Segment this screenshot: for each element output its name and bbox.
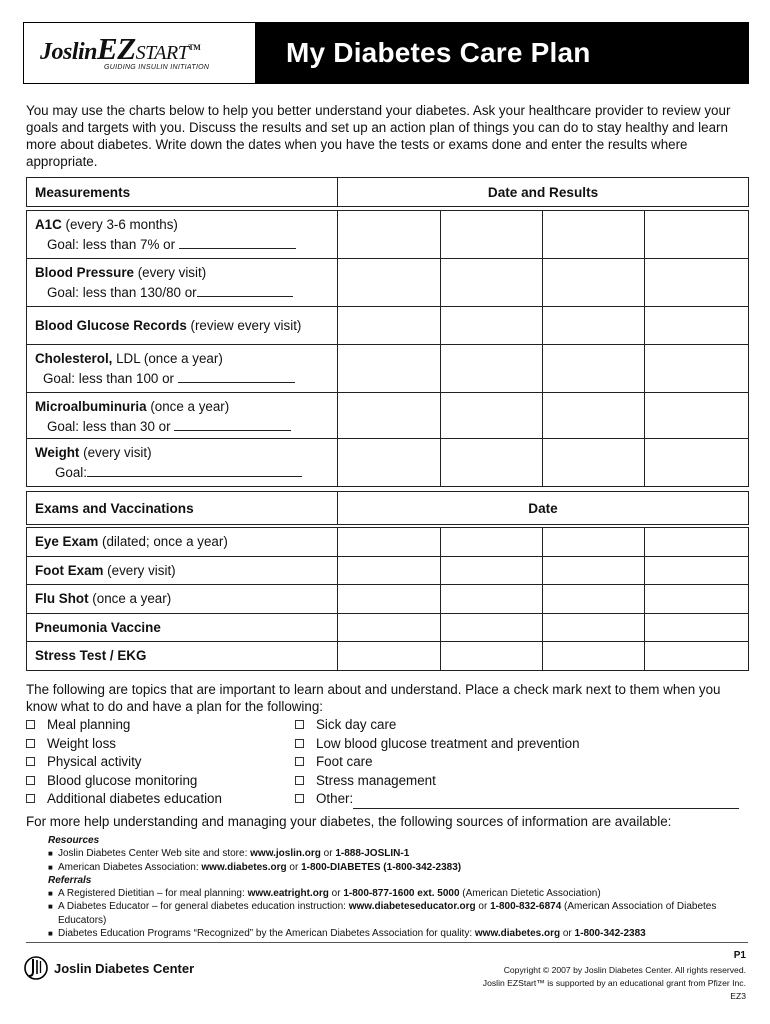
date-cell[interactable]	[543, 528, 645, 557]
result-cell[interactable]	[645, 439, 749, 487]
topic-blood-glucose-monitoring[interactable]: Blood glucose monitoring	[26, 772, 197, 791]
cholesterol-goal-field[interactable]	[178, 371, 295, 383]
topic-meal-planning[interactable]: Meal planning	[26, 716, 130, 735]
exams-table	[26, 491, 749, 671]
blood-pressure-goal-field[interactable]	[197, 285, 293, 297]
topic-weight-loss[interactable]: Weight loss	[26, 735, 116, 754]
measurements-table	[26, 177, 749, 487]
date-cell[interactable]	[543, 614, 645, 642]
joslin-ezstart-logo	[24, 23, 256, 83]
support-text: Joslin EZStart™ is supported by an educational grant from Pfizer Inc.	[482, 978, 746, 988]
topic-other[interactable]: Other:	[295, 790, 739, 809]
other-topic-field[interactable]	[353, 796, 739, 809]
result-cell[interactable]	[441, 211, 543, 259]
referral-programs: ■ Diabetes Education Programs “Recognized” by the American Diabetes Association for quality: www.diabetes.org or 1-800-342-2383	[48, 927, 748, 940]
table-row	[27, 614, 749, 642]
exams-header-row	[27, 492, 749, 525]
measurements-header-row	[27, 178, 749, 207]
topics-intro: The following are topics that are important to learn about and understand. Place a check mark next to them when you know what to do and have a plan for the following:	[26, 682, 721, 714]
diabeteseducator-link[interactable]: www.diabeteseducator.org	[348, 901, 476, 913]
result-cell[interactable]	[543, 345, 645, 393]
date-cell[interactable]	[645, 614, 749, 642]
exam-stress-test: Stress Test / EKG	[27, 642, 338, 671]
resources-heading: Resources	[48, 835, 100, 846]
page-header	[23, 22, 749, 84]
table-row	[27, 211, 749, 259]
date-results-header: Date and Results	[338, 178, 749, 207]
exams-header: Exams and Vaccinations	[27, 492, 338, 525]
measurement-cholesterol: Cholesterol, LDL (once a year) Goal: less than 100 or	[27, 345, 338, 393]
resources-list	[48, 834, 748, 940]
date-cell[interactable]	[338, 585, 441, 614]
table-row	[27, 393, 749, 439]
diabetes-org-link[interactable]: www.diabetes.org	[201, 861, 287, 873]
measurement-blood-pressure: Blood Pressure (every visit) Goal: less than 130/80 or	[27, 259, 338, 307]
result-cell[interactable]	[441, 259, 543, 307]
result-cell[interactable]	[543, 393, 645, 439]
eatright-link[interactable]: www.eatright.org	[247, 888, 329, 900]
logo-tm: TM	[188, 43, 201, 52]
copyright-block	[483, 964, 746, 1003]
topic-sick-day-care[interactable]: Sick day care	[295, 716, 396, 735]
page-number: P1	[733, 950, 746, 961]
result-cell[interactable]	[338, 211, 441, 259]
topic-foot-care[interactable]: Foot care	[295, 753, 373, 772]
date-cell[interactable]	[645, 528, 749, 557]
result-cell[interactable]	[338, 307, 441, 345]
more-help-text: For more help understanding and managing your diabetes, the following sources of information are available:	[26, 814, 672, 829]
weight-goal-field[interactable]	[87, 465, 302, 477]
measurement-blood-glucose: Blood Glucose Records (review every visit)	[27, 307, 338, 345]
copyright-text: Copyright © 2007 by Joslin Diabetes Center. All rights reserved.	[503, 965, 746, 975]
result-cell[interactable]	[441, 393, 543, 439]
date-cell[interactable]	[441, 614, 543, 642]
a1c-goal-field[interactable]	[179, 237, 296, 249]
result-cell[interactable]	[441, 345, 543, 393]
checkbox[interactable]	[295, 739, 304, 748]
exam-eye: Eye Exam (dilated; once a year)	[27, 528, 338, 557]
result-cell[interactable]	[645, 345, 749, 393]
form-code: EZ3	[730, 991, 746, 1001]
checkbox[interactable]	[26, 776, 35, 785]
referrals-heading: Referrals	[48, 874, 92, 886]
date-cell[interactable]	[338, 528, 441, 557]
table-row	[27, 439, 749, 487]
date-cell[interactable]	[441, 642, 543, 671]
checkbox[interactable]	[26, 794, 35, 803]
table-row	[27, 345, 749, 393]
date-cell[interactable]	[543, 642, 645, 671]
checkbox[interactable]	[26, 739, 35, 748]
date-cell[interactable]	[441, 557, 543, 585]
result-cell[interactable]	[338, 439, 441, 487]
checkbox[interactable]	[295, 720, 304, 729]
date-header: Date	[338, 492, 749, 525]
measurements-header: Measurements	[27, 178, 338, 207]
exam-foot: Foot Exam (every visit)	[27, 557, 338, 585]
measurement-microalbuminuria: Microalbuminuria (once a year) Goal: less than 30 or	[27, 393, 338, 439]
logo-joslin-text: Joslin	[40, 39, 98, 65]
result-cell[interactable]	[645, 393, 749, 439]
title-banner	[256, 23, 748, 83]
footer-org-name: Joslin Diabetes Center	[54, 960, 195, 976]
joslin-footer-logo	[24, 955, 194, 981]
intro-paragraph: You may use the charts below to help you better understand your diabetes. Ask your healthcare provider to review your goals and targets with you. Discuss the results and set up an action plan of things you can do to stay healthy and learn more about diabetes. Write down the dates when you have the tests or exams done and enter the results where appropriate.	[26, 103, 731, 169]
table-row	[27, 528, 749, 557]
table-row	[27, 642, 749, 671]
date-cell[interactable]	[338, 642, 441, 671]
result-cell[interactable]	[645, 307, 749, 345]
logo-tagline: GUIDING INSULIN INITIATION	[104, 64, 210, 71]
result-cell[interactable]	[645, 211, 749, 259]
measurement-a1c: A1C (every 3-6 months) Goal: less than 7% or	[27, 211, 338, 259]
date-cell[interactable]	[645, 585, 749, 614]
joslin-emblem-icon	[24, 955, 48, 981]
result-cell[interactable]	[543, 439, 645, 487]
footer-divider	[26, 942, 748, 943]
resource-ada: ■ American Diabetes Association: www.diabetes.org or 1-800-DIABETES (1-800-342-2383)	[48, 861, 748, 874]
checkbox[interactable]	[295, 794, 304, 803]
date-cell[interactable]	[338, 614, 441, 642]
exam-pneumonia: Pneumonia Vaccine	[27, 614, 338, 642]
checkbox[interactable]	[26, 720, 35, 729]
checkbox[interactable]	[26, 757, 35, 766]
date-cell[interactable]	[338, 557, 441, 585]
result-cell[interactable]	[543, 307, 645, 345]
page-title: My Diabetes Care Plan	[286, 37, 591, 68]
date-cell[interactable]	[441, 528, 543, 557]
resource-joslin: ■ Joslin Diabetes Center Web site and store: www.joslin.org or 1-888-JOSLIN-1	[48, 847, 748, 860]
table-row	[27, 259, 749, 307]
date-cell[interactable]	[645, 642, 749, 671]
topic-low-blood-glucose[interactable]: Low blood glucose treatment and prevention	[295, 735, 580, 754]
result-cell[interactable]	[645, 259, 749, 307]
topic-additional-education[interactable]: Additional diabetes education	[26, 790, 222, 809]
result-cell[interactable]	[543, 211, 645, 259]
result-cell[interactable]	[543, 259, 645, 307]
table-row	[27, 585, 749, 614]
date-cell[interactable]	[441, 585, 543, 614]
table-row	[27, 307, 749, 345]
measurement-weight: Weight (every visit) Goal:	[27, 439, 338, 487]
result-cell[interactable]	[338, 393, 441, 439]
referral-dietitian: ■ A Registered Dietitian – for meal planning: www.eatright.org or 1-800-877-1600 ext. 5000 (American Dietetic Association)	[48, 887, 748, 900]
exam-flu-shot: Flu Shot (once a year)	[27, 585, 338, 614]
result-cell[interactable]	[338, 345, 441, 393]
logo-start-text: START	[135, 42, 189, 64]
checkbox[interactable]	[295, 776, 304, 785]
result-cell[interactable]	[441, 307, 543, 345]
topic-stress-management[interactable]: Stress management	[295, 772, 436, 791]
table-row	[27, 557, 749, 585]
topic-physical-activity[interactable]: Physical activity	[26, 753, 142, 772]
joslin-link[interactable]: www.joslin.org	[250, 848, 321, 860]
microalbuminuria-goal-field[interactable]	[174, 419, 291, 431]
checkbox[interactable]	[295, 757, 304, 766]
date-cell[interactable]	[543, 585, 645, 614]
logo-ez-text: EZ	[97, 31, 136, 66]
referral-educator: ■ A Diabetes Educator – for general diabetes education instruction: www.diabeteseducator.org or 1-800-832-6874 (American Association of Diabetes Educators)	[48, 900, 748, 927]
date-cell[interactable]	[645, 557, 749, 585]
date-cell[interactable]	[543, 557, 645, 585]
result-cell[interactable]	[441, 439, 543, 487]
diabetes-org-link[interactable]: www.diabetes.org	[474, 928, 561, 940]
result-cell[interactable]	[338, 259, 441, 307]
